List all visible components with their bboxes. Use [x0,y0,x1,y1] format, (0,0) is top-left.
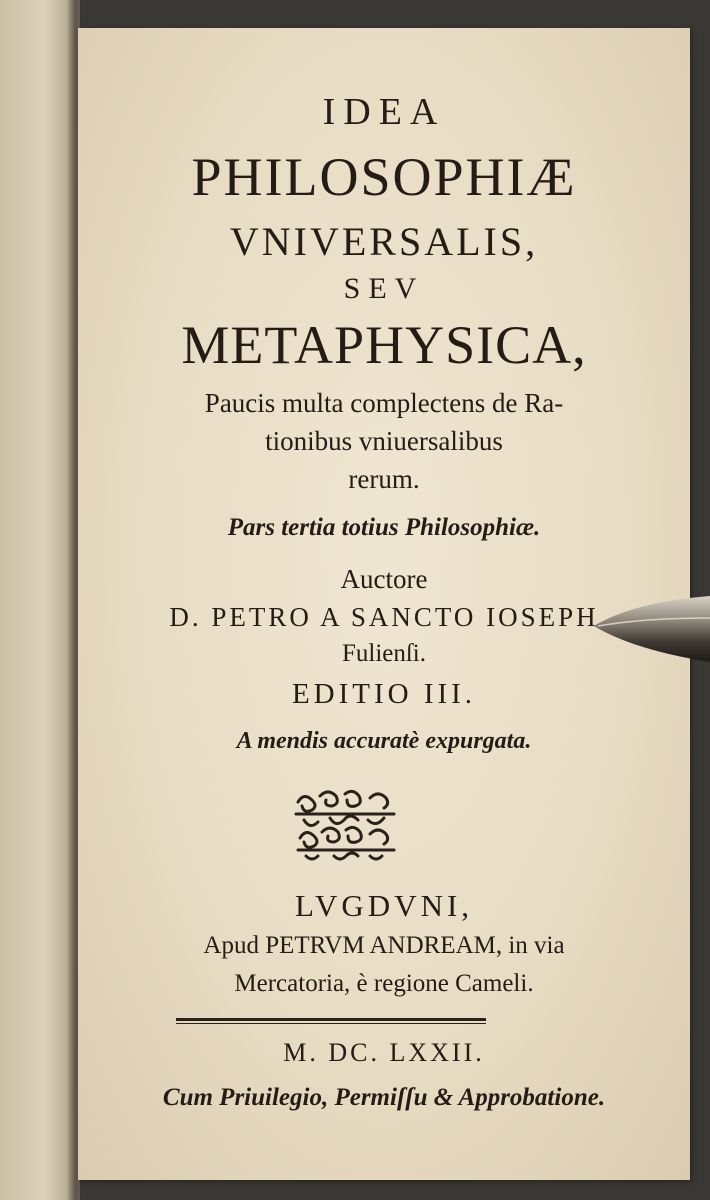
title-line-metaphysica: METAPHYSICA, [181,315,587,375]
printed-rule [176,1018,486,1021]
city-line: LVGDVNI, [294,888,474,923]
description-line-2: tionibus vniuersalibus [265,426,503,456]
description-line-3: rerum. [348,464,420,494]
metal-pointer-bookmark [594,596,710,662]
author-name: D. PETRO A SANCTO IOSEPH [169,602,599,632]
expurgata-line: A mendis accuratè expurgata. [236,728,532,754]
title-line-universalis: VNIVERSALIS, [229,219,539,264]
year-line: M. DC. LXXII. [283,1038,485,1067]
printers-ornament [290,784,400,864]
edition-line: EDITIO III. [291,678,477,710]
author-order: Fulienſi. [341,640,427,667]
title-line-seu: SEV [343,272,425,305]
privilege-line: Cum Priuilegio, Permiſſu & Approbatione. [162,1084,606,1111]
title-line-idea: IDEA [322,91,446,133]
pars-line: Pars tertia totius Philosophiæ. [227,514,541,541]
publisher-line-1: Apud PETRVM ANDREAM, in via [203,932,565,959]
printed-rule-thin [176,1023,486,1024]
description-line-1: Paucis multa complectens de Ra- [204,388,564,418]
auctore-line: Auctore [340,564,428,594]
title-line-philosophiae: PHILOSOPHIÆ [191,147,577,207]
publisher-line-2: Mercatoria, è regione Cameli. [234,970,534,997]
